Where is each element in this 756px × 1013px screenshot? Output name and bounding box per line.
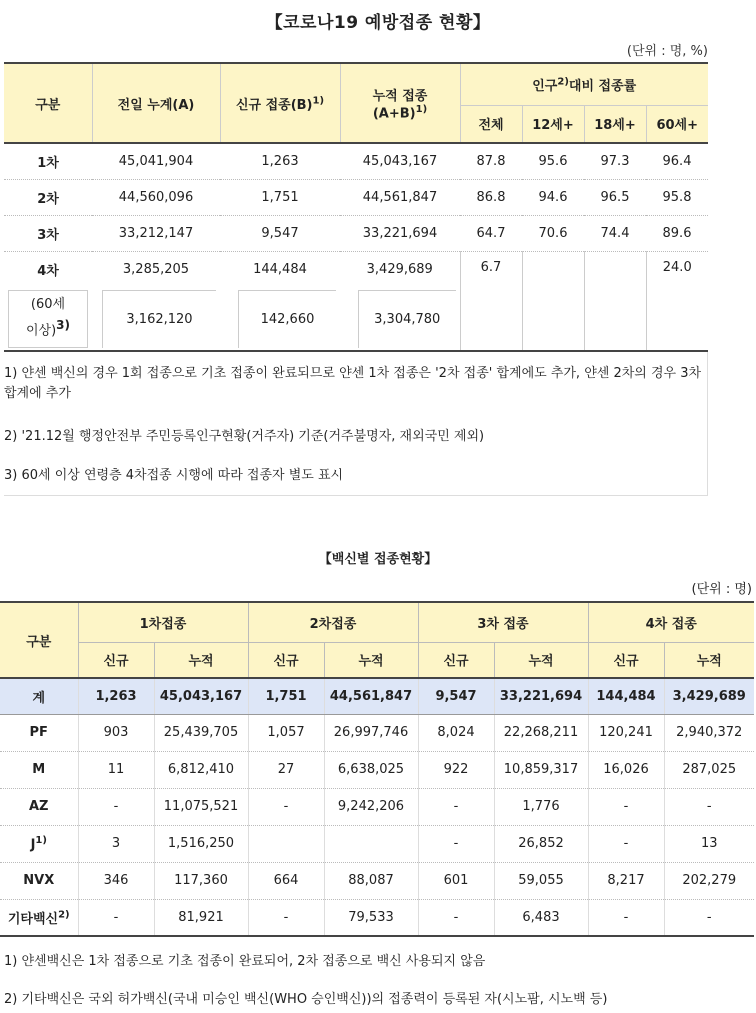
header-new: 신규 bbox=[78, 642, 154, 678]
cell: 664 bbox=[248, 862, 324, 899]
header-dose3: 3차 접종 bbox=[418, 602, 588, 642]
table-row bbox=[4, 179, 708, 215]
cell: 8,217 bbox=[588, 862, 664, 899]
cell-prev: 45,041,904 bbox=[92, 143, 220, 179]
table-row bbox=[0, 862, 754, 899]
cell: 117,360 bbox=[154, 862, 248, 899]
footnote: 1) 얀센 백신의 경우 1회 접종으로 기초 접종이 완료되므로 얀센 1차 접종은 '2차 접종' 합계에도 추가, 얀센 2차의 경우 3차 합계에 추가 bbox=[4, 366, 702, 401]
vaccine-type-table bbox=[0, 601, 754, 937]
cell-rate-all: 87.8 bbox=[460, 143, 522, 179]
cell: 1,776 bbox=[494, 788, 588, 825]
table-row bbox=[0, 825, 754, 862]
header-new: 신규 bbox=[588, 642, 664, 678]
cell: - bbox=[588, 788, 664, 825]
vaccination-status-table bbox=[4, 62, 708, 352]
cell-rate-12 bbox=[522, 251, 584, 351]
cell-rate-60: 95.8 bbox=[646, 179, 708, 215]
cell bbox=[248, 825, 324, 862]
row-label: 2차 bbox=[4, 179, 92, 215]
cell: 11 bbox=[78, 751, 154, 788]
cell-prev: 3,162,120 bbox=[92, 287, 220, 351]
cell: 1,263 bbox=[78, 678, 154, 714]
header-dose1: 1차접종 bbox=[78, 602, 248, 642]
cell: 2,940,372 bbox=[664, 714, 754, 751]
cell: 3,429,689 bbox=[664, 678, 754, 714]
cell-rate-all: 86.8 bbox=[460, 179, 522, 215]
cell: - bbox=[78, 788, 154, 825]
total-row bbox=[0, 678, 754, 714]
cell-new: 1,751 bbox=[220, 179, 340, 215]
cell-prev: 3,285,205 bbox=[122, 261, 190, 277]
row-label: AZ bbox=[0, 788, 78, 825]
cell: - bbox=[418, 788, 494, 825]
header-cum: 누적 bbox=[664, 642, 754, 678]
row-label: $J^{1)}$ bbox=[0, 825, 78, 862]
cell-rate-18 bbox=[584, 251, 646, 351]
row-label-60plus: (60세 이상)$^{3)}$ bbox=[4, 287, 92, 351]
table-row bbox=[4, 215, 708, 251]
cell-rate-18: 96.5 bbox=[584, 179, 646, 215]
header-cum: 누적 bbox=[494, 642, 588, 678]
header-60plus: 60세+ bbox=[646, 105, 708, 143]
cell: - bbox=[588, 899, 664, 936]
cell-new: 1,263 bbox=[220, 143, 340, 179]
cell: - bbox=[418, 899, 494, 936]
cell-rate-all: 6.7 bbox=[460, 251, 522, 351]
cell: 6,812,410 bbox=[154, 751, 248, 788]
cell: 120,241 bbox=[588, 714, 664, 751]
table-row bbox=[4, 143, 708, 179]
cell-cum: 3,304,780 bbox=[340, 287, 460, 351]
cell: 903 bbox=[78, 714, 154, 751]
cell-prev: 44,560,096 bbox=[92, 179, 220, 215]
cell: 11,075,521 bbox=[154, 788, 248, 825]
cell: 6,483 bbox=[494, 899, 588, 936]
cell: 10,859,317 bbox=[494, 751, 588, 788]
header-cum: 누적 bbox=[324, 642, 418, 678]
cell-new: 144,484 bbox=[253, 261, 307, 277]
cell: 26,852 bbox=[494, 825, 588, 862]
cell: 59,055 bbox=[494, 862, 588, 899]
header-cum: 누적 bbox=[154, 642, 248, 678]
cell: 1,516,250 bbox=[154, 825, 248, 862]
cell: 33,221,694 bbox=[494, 678, 588, 714]
row-label: PF bbox=[0, 714, 78, 751]
header-category: 구분 bbox=[0, 602, 78, 678]
header-rate: 인구$^{2)}$대비 접종률 bbox=[460, 63, 708, 105]
row-label: 기타백신$^{2)}$ bbox=[0, 899, 78, 936]
cell: 601 bbox=[418, 862, 494, 899]
footnote: 2) 기타백신은 국외 허가백신(국내 미승인 백신(WHO 승인백신))의 접종력이 등록된 자(시노팜, 시노백 등) bbox=[4, 992, 608, 1007]
cell: 16,026 bbox=[588, 751, 664, 788]
cell: 88,087 bbox=[324, 862, 418, 899]
cell: - bbox=[248, 788, 324, 825]
header-new: 신규 bbox=[248, 642, 324, 678]
cell-rate-all: 64.7 bbox=[460, 215, 522, 251]
cell: - bbox=[78, 899, 154, 936]
cell: 346 bbox=[78, 862, 154, 899]
cell: 8,024 bbox=[418, 714, 494, 751]
cell: 79,533 bbox=[324, 899, 418, 936]
cell-rate-12: 94.6 bbox=[522, 179, 584, 215]
cell: 6,638,025 bbox=[324, 751, 418, 788]
row-label: 3차 bbox=[4, 215, 92, 251]
header-dose2: 2차접종 bbox=[248, 602, 418, 642]
row-label: 1차 bbox=[4, 143, 92, 179]
cell-cum: 45,043,167 bbox=[340, 143, 460, 179]
cell-cum: 44,561,847 bbox=[340, 179, 460, 215]
cell: 144,484 bbox=[588, 678, 664, 714]
row-label: 계 bbox=[0, 678, 78, 714]
header-18plus: 18세+ bbox=[584, 105, 646, 143]
cell-rate-60: 24.0 bbox=[646, 251, 708, 351]
footnotes-1 bbox=[4, 352, 708, 496]
cell: 9,242,206 bbox=[324, 788, 418, 825]
row-label: NVX bbox=[0, 862, 78, 899]
table-row bbox=[0, 899, 754, 936]
table-row bbox=[0, 788, 754, 825]
cell: 922 bbox=[418, 751, 494, 788]
table-row bbox=[0, 714, 754, 751]
row-label: 4차 bbox=[37, 263, 59, 279]
cell: 25,439,705 bbox=[154, 714, 248, 751]
cell-prev: 33,212,147 bbox=[92, 215, 220, 251]
cell: 22,268,211 bbox=[494, 714, 588, 751]
page-title: 【코로나19 예방접종 현황】 bbox=[265, 13, 491, 33]
header-all: 전체 bbox=[460, 105, 522, 143]
cell: - bbox=[664, 788, 754, 825]
section-title: 【백신별 접종현황】 bbox=[318, 552, 438, 567]
header-12plus: 12세+ bbox=[522, 105, 584, 143]
cell-rate-12: 95.6 bbox=[522, 143, 584, 179]
cell-new: 142,660 bbox=[220, 287, 340, 351]
cell: 202,279 bbox=[664, 862, 754, 899]
cell bbox=[324, 825, 418, 862]
cell: 45,043,167 bbox=[154, 678, 248, 714]
header-category: 구분 bbox=[4, 63, 92, 143]
cell-cum: 3,429,689 bbox=[366, 261, 433, 277]
cell-new: 9,547 bbox=[220, 215, 340, 251]
header-new: 신규 bbox=[418, 642, 494, 678]
header-cumulative: 누적 접종 $(A+B)^{1)}$ bbox=[340, 63, 460, 143]
table-row bbox=[0, 751, 754, 788]
cell: 1,751 bbox=[248, 678, 324, 714]
cell: 1,057 bbox=[248, 714, 324, 751]
cell-rate-60: 96.4 bbox=[646, 143, 708, 179]
unit-label: (단위 : 명, %) bbox=[626, 44, 708, 59]
cell: - bbox=[248, 899, 324, 936]
cell: 13 bbox=[664, 825, 754, 862]
cell-rate-60: 89.6 bbox=[646, 215, 708, 251]
cell: - bbox=[588, 825, 664, 862]
cell: 81,921 bbox=[154, 899, 248, 936]
cell: 9,547 bbox=[418, 678, 494, 714]
cell-rate-18: 74.4 bbox=[584, 215, 646, 251]
header-new: 신규 접종$(B)^{1)}$ bbox=[220, 63, 340, 143]
cell: 27 bbox=[248, 751, 324, 788]
header-prev-cumulative: 전일 누계(A) bbox=[92, 63, 220, 143]
cell: - bbox=[418, 825, 494, 862]
footnote: 2) '21.12월 행정안전부 주민등록인구현황(거주자) 기준(거주불명자, 재외국민 제외) bbox=[4, 429, 485, 444]
cell-cum: 33,221,694 bbox=[340, 215, 460, 251]
cell-rate-12: 70.6 bbox=[522, 215, 584, 251]
unit-label: (단위 : 명) bbox=[691, 582, 752, 597]
header-dose4: 4차 접종 bbox=[588, 602, 754, 642]
cell: 44,561,847 bbox=[324, 678, 418, 714]
cell: 287,025 bbox=[664, 751, 754, 788]
cell: 26,997,746 bbox=[324, 714, 418, 751]
row-label: M bbox=[0, 751, 78, 788]
table-row bbox=[4, 251, 708, 287]
footnote: 1) 얀센백신은 1차 접종으로 기초 접종이 완료되어, 2차 접종으로 백신 사용되지 않음 bbox=[4, 954, 486, 969]
footnote: 3) 60세 이상 연령층 4차접종 시행에 따라 접종자 별도 표시 bbox=[4, 468, 344, 483]
cell: - bbox=[664, 899, 754, 936]
cell-rate-18: 97.3 bbox=[584, 143, 646, 179]
cell: 3 bbox=[78, 825, 154, 862]
